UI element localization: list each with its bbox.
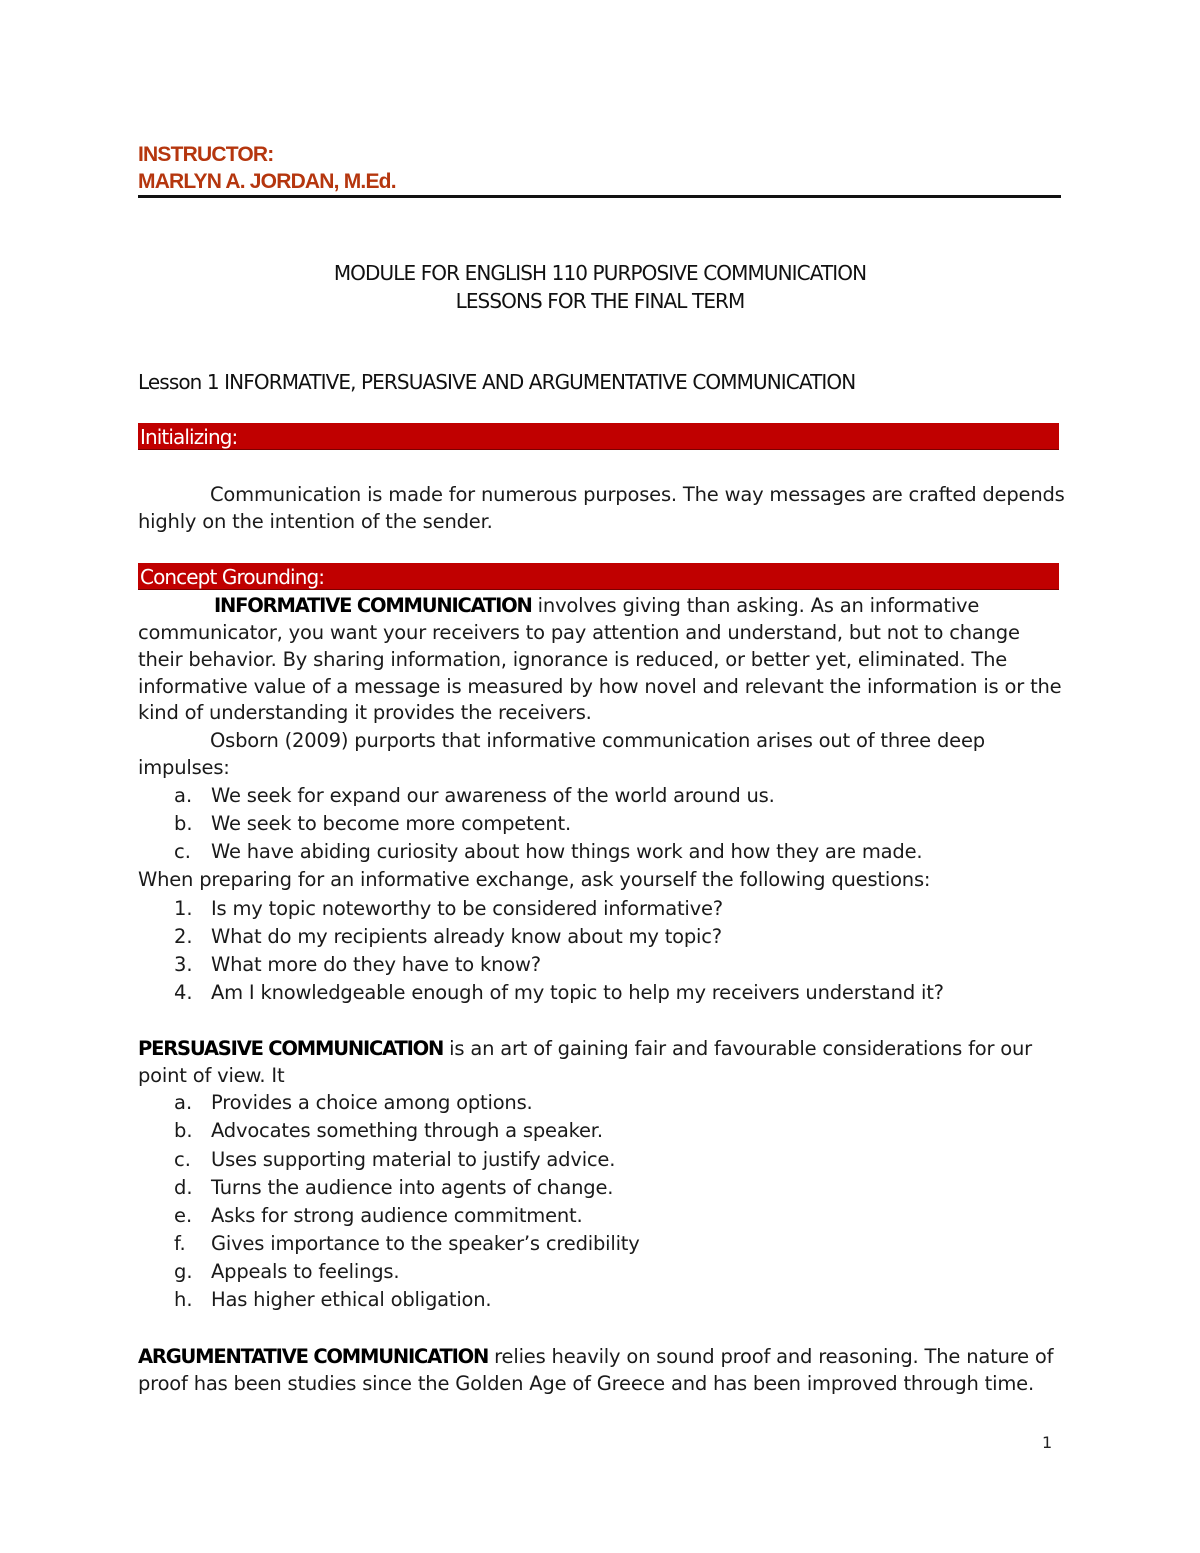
list-marker: 2.	[174, 925, 193, 948]
concept-grounding-heading: Concept Grounding:	[140, 565, 325, 589]
header-divider	[138, 195, 1061, 198]
osborn-paragraph-line: impulses:	[138, 756, 230, 779]
list-marker: a.	[174, 784, 193, 807]
list-item: Advocates something through a speaker.	[211, 1119, 603, 1142]
list-item: Appeals to feelings.	[211, 1260, 400, 1283]
persuasive-term: PERSUASIVE COMMUNICATION	[138, 1037, 444, 1060]
list-marker: b.	[174, 1119, 193, 1142]
informative-paragraph-line: informative value of a message is measured by how novel and relevant the information is or the	[138, 675, 1062, 698]
list-marker: a.	[174, 1091, 193, 1114]
list-item: Is my topic noteworthy to be considered informative?	[211, 897, 723, 920]
informative-paragraph-line	[214, 594, 979, 617]
persuasive-line-rest: is an art of gaining fair and favourable considerations for our	[443, 1037, 1032, 1060]
initializing-heading-bar	[138, 423, 1059, 450]
informative-term: INFORMATIVE COMMUNICATION	[214, 594, 532, 617]
initializing-paragraph-line: Communication is made for numerous purposes. The way messages are crafted depends	[210, 483, 1065, 506]
argumentative-paragraph-line	[138, 1345, 1053, 1368]
list-item: Has higher ethical obligation.	[211, 1288, 492, 1311]
list-item: Gives importance to the speaker’s credibility	[211, 1232, 640, 1255]
lesson-title: Lesson 1 INFORMATIVE, PERSUASIVE AND ARGUMENTATIVE COMMUNICATION	[138, 370, 856, 394]
persuasive-paragraph-line: point of view. It	[138, 1064, 285, 1087]
list-item: What do my recipients already know about my topic?	[211, 925, 722, 948]
list-marker: 3.	[174, 953, 193, 976]
module-subtitle: LESSONS FOR THE FINAL TERM	[455, 289, 745, 313]
questions-intro: When preparing for an informative exchange, ask yourself the following questions:	[138, 868, 931, 891]
list-marker: c.	[174, 840, 191, 863]
list-marker: f.	[174, 1232, 186, 1255]
list-item: Turns the audience into agents of change.	[211, 1176, 614, 1199]
list-item: Am I knowledgeable enough of my topic to help my receivers understand it?	[211, 981, 944, 1004]
module-title: MODULE FOR ENGLISH 110 PURPOSIVE COMMUNICATION	[333, 261, 867, 285]
list-marker: h.	[174, 1288, 193, 1311]
list-marker: 4.	[174, 981, 193, 1004]
list-marker: b.	[174, 812, 193, 835]
list-item: Provides a choice among options.	[211, 1091, 533, 1114]
argumentative-term: ARGUMENTATIVE COMMUNICATION	[138, 1345, 489, 1368]
instructor-label: INSTRUCTOR:	[138, 143, 274, 166]
list-item: We seek to become more competent.	[211, 812, 571, 835]
argumentative-line-rest: relies heavily on sound proof and reasoning. The nature of	[488, 1345, 1054, 1368]
list-item: Asks for strong audience commitment.	[211, 1204, 583, 1227]
instructor-name: MARLYN A. JORDAN, M.Ed.	[138, 170, 396, 193]
informative-paragraph-line: their behavior. By sharing information, ignorance is reduced, or better yet, eliminated. The	[138, 648, 1008, 671]
list-item: What more do they have to know?	[211, 953, 541, 976]
informative-paragraph-line: kind of understanding it provides the receivers.	[138, 701, 592, 724]
osborn-paragraph-line: Osborn (2009) purports that informative communication arises out of three deep	[210, 729, 985, 752]
list-marker: g.	[174, 1260, 193, 1283]
list-marker: 1.	[174, 897, 193, 920]
list-marker: c.	[174, 1148, 191, 1171]
list-item: We have abiding curiosity about how things work and how they are made.	[211, 840, 923, 863]
list-item: Uses supporting material to justify advice.	[211, 1148, 616, 1171]
list-marker: d.	[174, 1176, 193, 1199]
informative-line-rest: involves giving than asking. As an informative	[531, 594, 980, 617]
page-number: 1	[1042, 1433, 1053, 1452]
persuasive-paragraph-line	[138, 1037, 1032, 1060]
list-marker: e.	[174, 1204, 193, 1227]
argumentative-paragraph-line: proof has been studies since the Golden Age of Greece and has been improved through time.	[138, 1372, 1034, 1395]
list-item: We seek for expand our awareness of the world around us.	[211, 784, 775, 807]
initializing-paragraph-line: highly on the intention of the sender.	[138, 510, 493, 533]
informative-paragraph-line: communicator, you want your receivers to pay attention and understand, but not to change	[138, 621, 1020, 644]
initializing-heading: Initializing:	[140, 425, 238, 449]
concept-grounding-heading-bar	[138, 563, 1059, 590]
